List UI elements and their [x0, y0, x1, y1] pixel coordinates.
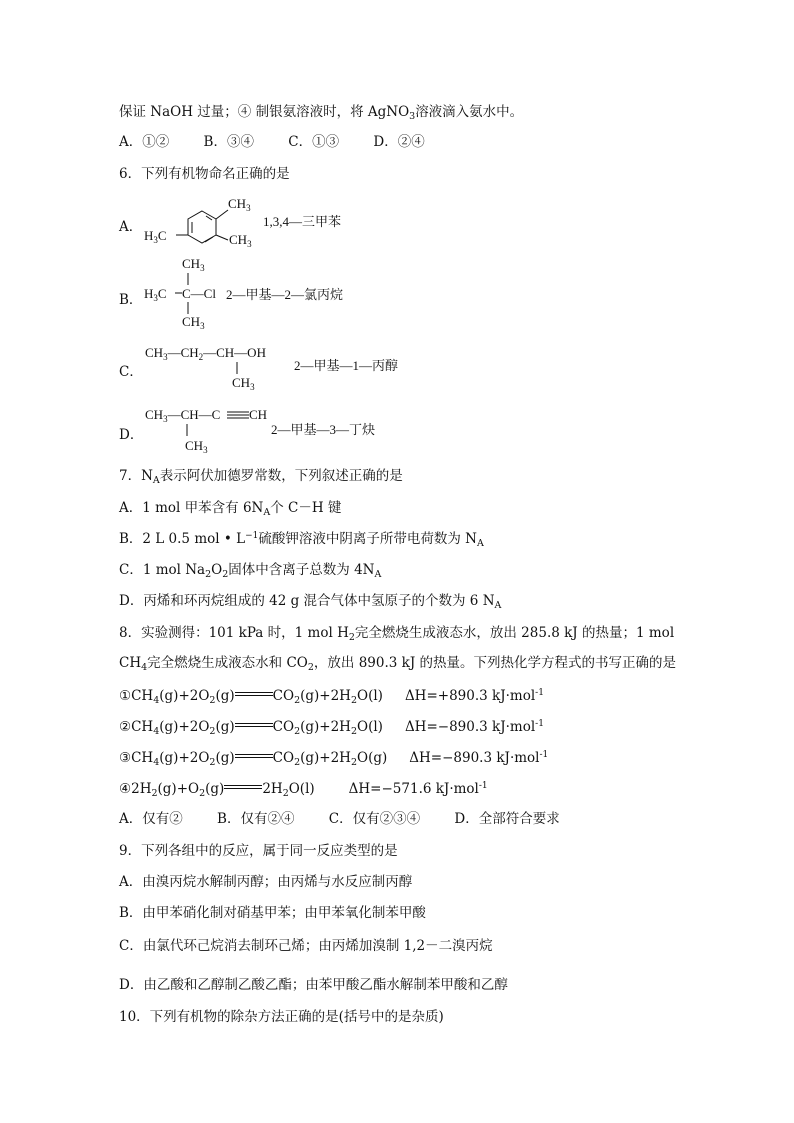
q6-option-b-structure	[140, 252, 400, 332]
equals-sign-icon	[235, 722, 273, 730]
q6-option-a-name: 1,3,4—三甲苯	[263, 214, 342, 229]
q8-options	[119, 813, 560, 827]
q9-option-d: D．由乙酸和乙醇制乙酸乙酯；由苯甲酸乙酯水解制苯甲酸和乙醇	[119, 977, 508, 993]
svg-text:CH3: $CH_3$	[182, 314, 205, 331]
q5-option-d: D．②④	[373, 134, 425, 150]
svg-text:H3C: $H_3C$	[144, 286, 167, 303]
q5-option-c: C．①③	[288, 134, 340, 150]
q9-stem: 9．下列各组中的反应，属于同一反应类型的是	[119, 843, 398, 859]
q8-stem-line2: $CH_4$完全燃烧生成液态水和 $CO_2$，放出 890.3 kJ 的热量。下列热化学方程式的书写正确的是	[119, 655, 677, 673]
q7-stem: 7．$N_A$表示阿伏加德罗常数，下列叙述正确的是	[119, 468, 403, 486]
q6-option-c-structure	[145, 340, 445, 395]
svg-text:CH3—CH2—CH—OH: $CH_3—CH_2—CH—OH$	[145, 345, 266, 362]
svg-text:CH3: $CH_3$	[182, 256, 205, 273]
q5-line: 保证 NaOH 过量；④ 制银氨溶液时，将 AgNO$_3$溶液滴入氨水中。	[119, 104, 524, 122]
q9-option-c: C．由氯代环己烷消去制环己烯；由丙烯加溴制 1,2－二溴丙烷	[119, 938, 493, 954]
q5-option-b: B．③④	[203, 134, 254, 150]
q10-stem: 10．下列有机物的除杂方法正确的是(括号中的是杂质)	[119, 1009, 444, 1025]
q8-equation-1: $①CH_4(g)+2O_2(g)$ $CO_2(g)+2H_2O(l)$ ΔH=+890.3 kJ·mol$^{-1}$	[119, 688, 544, 706]
equals-sign-icon	[235, 753, 273, 761]
equals-sign-icon	[224, 784, 262, 792]
q9-option-b: B．由甲苯硝化制对硝基甲苯；由甲苯氧化制苯甲酸	[119, 905, 426, 921]
q6-option-c-label: C．	[119, 364, 143, 380]
q8-option-a: A．仅有②	[119, 811, 183, 827]
q8-option-b: B．仅有②④	[217, 811, 295, 827]
q8-option-d: D．全部符合要求	[454, 811, 560, 827]
q9-option-a: A．由溴丙烷水解制丙醇；由丙烯与水反应制丙醇	[119, 874, 413, 890]
svg-text:CH: CH	[249, 407, 268, 422]
q6-option-c-name: 2—甲基—1—丙醇	[294, 358, 399, 373]
q7-option-c: C．1 mol $Na_2O_2$固体中含离子总数为 $4N_A$	[119, 562, 382, 580]
q6-option-d-label: D．	[119, 427, 144, 443]
svg-text:CH3: $CH_3$	[229, 232, 252, 249]
q8-option-c: C．仅有②③④	[328, 811, 421, 827]
q5-options	[119, 136, 425, 150]
q7-option-d: D．丙烯和环丙烷组成的 42 g 混合气体中氢原子的个数为 6 $N_A$	[119, 593, 502, 611]
q8-stem-line1: 8．实验测得：101 kPa 时，1 mol $H_2$完全燃烧生成液态水，放出 285.8 kJ 的热量；1 mol	[119, 625, 675, 643]
q6-option-d-structure	[145, 402, 445, 457]
q6-option-d-name: 2—甲基—3—丁炔	[271, 422, 376, 437]
q8-equation-4: $④2H_2(g)+O_2(g)$ $2H_2O(l)$ ΔH=−571.6 kJ·mol$^{-1}$	[119, 781, 488, 799]
q8-equation-3: $③CH_4(g)+2O_2(g)$ $CO_2(g)+2H_2O(g)$ ΔH=−890.3 kJ·mol$^{-1}$	[119, 750, 549, 768]
equals-sign-icon	[235, 691, 273, 699]
svg-text:CH3: $CH_3$	[232, 375, 255, 392]
q6-option-a-structure	[140, 192, 380, 252]
q8-equation-2: $②CH_4(g)+2O_2(g)$ $CO_2(g)+2H_2O(l)$ ΔH=−890.3 kJ·mol$^{-1}$	[119, 719, 544, 737]
svg-text:CH3—CH—C: $CH_3—CH—C$	[145, 407, 221, 424]
q6-option-a-label: A．	[119, 219, 143, 235]
svg-text:C—Cl: C—Cl	[182, 286, 216, 301]
q5-option-a: A．①②	[119, 134, 170, 150]
q6-stem: 6．下列有机物命名正确的是	[119, 166, 290, 182]
q6-option-b-name: 2—甲基—2—氯丙烷	[226, 287, 344, 302]
svg-text:H3C: $H_3C$	[144, 228, 167, 245]
svg-text:CH3: $CH_3$	[185, 438, 208, 455]
q7-option-a: A．1 mol 甲苯含有 $6N_A$个 C－H 键	[119, 500, 342, 518]
svg-text:CH3: $CH_3$	[228, 196, 251, 213]
q6-option-b-label: B．	[119, 292, 143, 308]
q7-option-b: B．2 L 0.5 mol • $L^{-1}$硫酸钾溶液中阴离子所带电荷数为 $N_A$	[119, 531, 484, 549]
